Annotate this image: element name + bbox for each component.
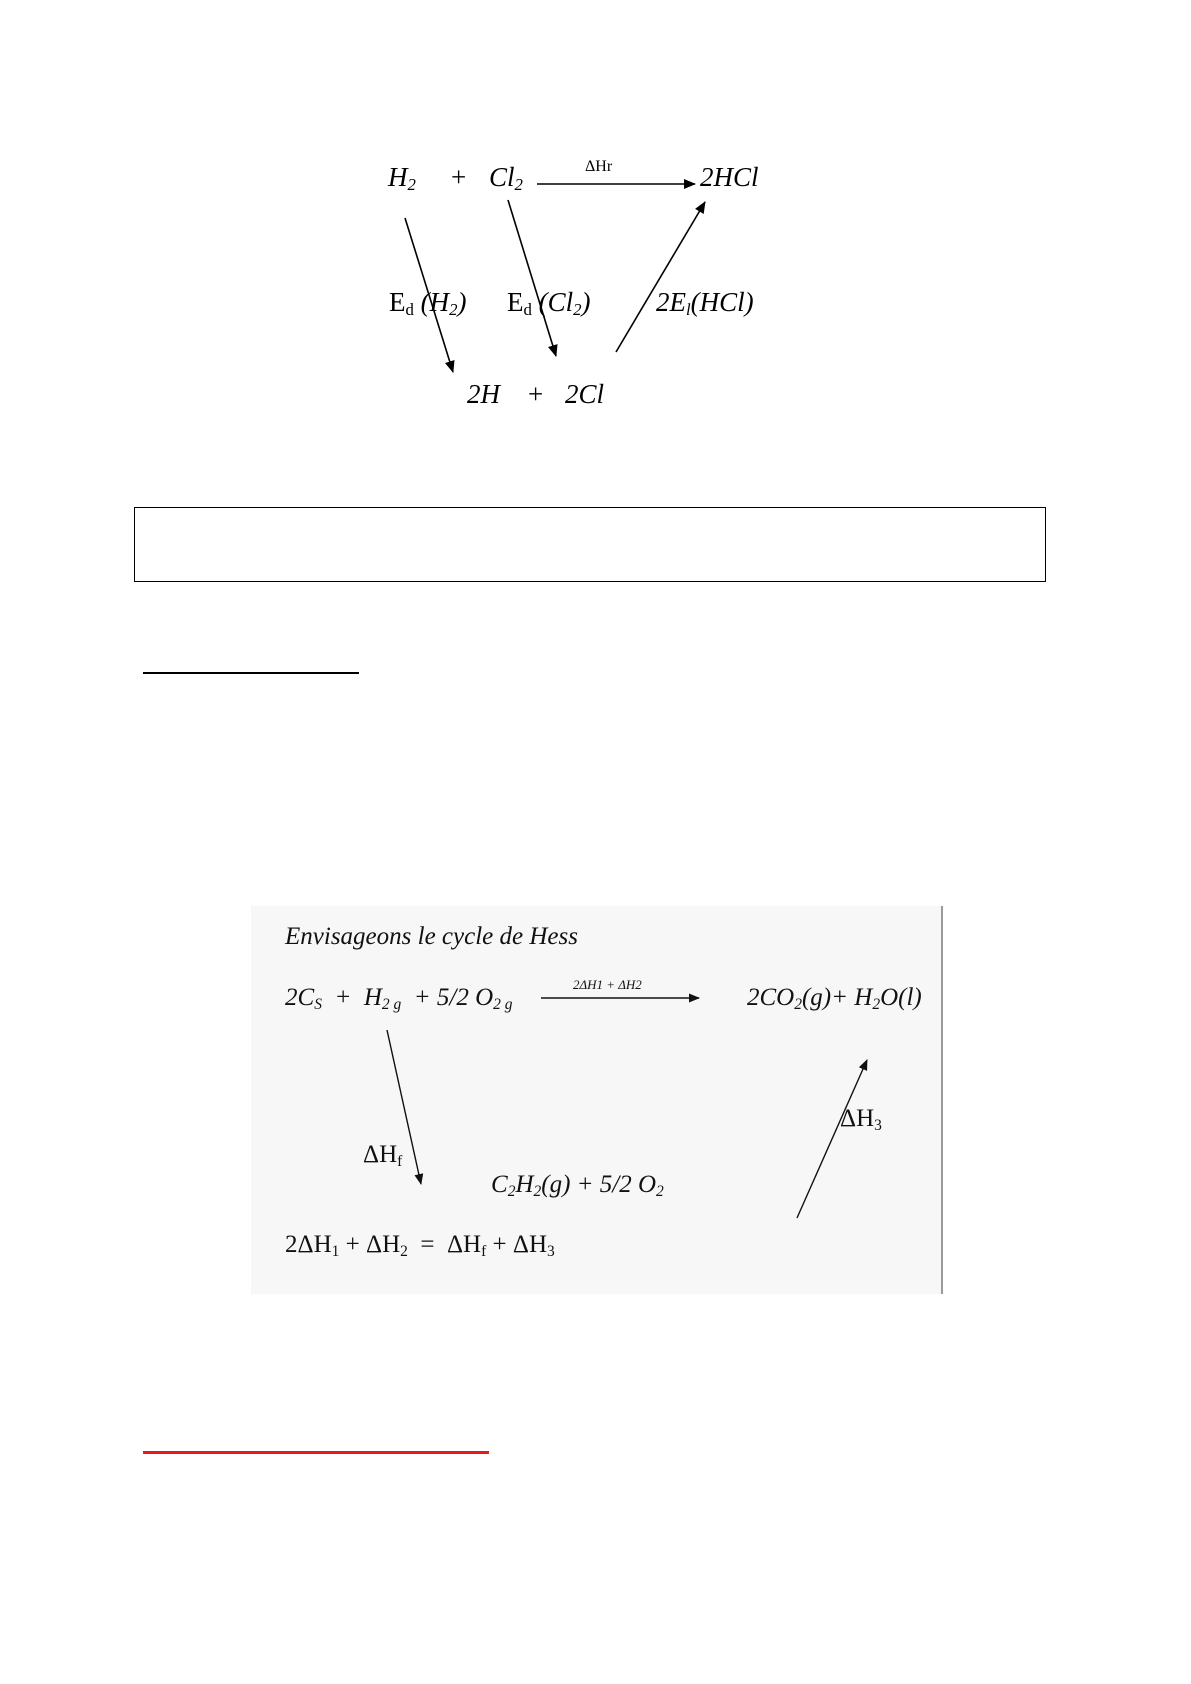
ed-cl2-label: $E_d$ $(Cl_2)$ <box>507 287 591 320</box>
cl2-molecule: $Cl_2$ <box>489 162 523 195</box>
bond-formation-arrow <box>616 202 705 352</box>
reactants: $2C_S + H_{2 g} + 5/2$ $O_{2 g}$ <box>285 984 513 1013</box>
h2-molecule: $H_2$ <box>388 162 416 195</box>
figure-title: Envisageons le cycle de Hess <box>285 923 578 950</box>
products: $2CO_2(g)+ H_2O(l)$ <box>747 984 922 1013</box>
hcl-formation-cycle <box>380 150 780 410</box>
top-arrow-label: 2ΔH1 + ΔH2 <box>573 977 642 992</box>
dissociation-cl2-arrow <box>508 200 556 356</box>
combustion-arrow <box>797 1060 867 1218</box>
intermediate-state: $C_2H_2(g) + 5/2$ $O_2$ <box>491 1171 664 1200</box>
red-heading-underline <box>143 1451 489 1454</box>
el-hcl-label: $2E_l(HCl)$ <box>656 287 754 320</box>
delta-hf-label: $\Delta H_f$ <box>363 1141 403 1170</box>
hydrogen-atoms: 2H <box>467 379 500 409</box>
hess-cycle-figure <box>251 906 943 1294</box>
plus-sign: + <box>451 162 467 192</box>
delta-hr-label: ΔHr <box>585 158 613 175</box>
hcl-product: 2HCl <box>700 162 759 192</box>
plus-sign: + <box>528 379 544 409</box>
framed-box <box>134 507 1046 582</box>
delta-h3-label: $\Delta H_3$ <box>840 1105 882 1134</box>
ed-h2-label: $E_d$ $(H_2)$ <box>389 287 467 320</box>
heading-underline <box>143 672 359 674</box>
chlorine-atoms: 2Cl <box>565 379 605 409</box>
hess-equation: $2\Delta H_1 + \Delta H_2 = \Delta H_f + \Delta H_3$ <box>285 1231 555 1260</box>
